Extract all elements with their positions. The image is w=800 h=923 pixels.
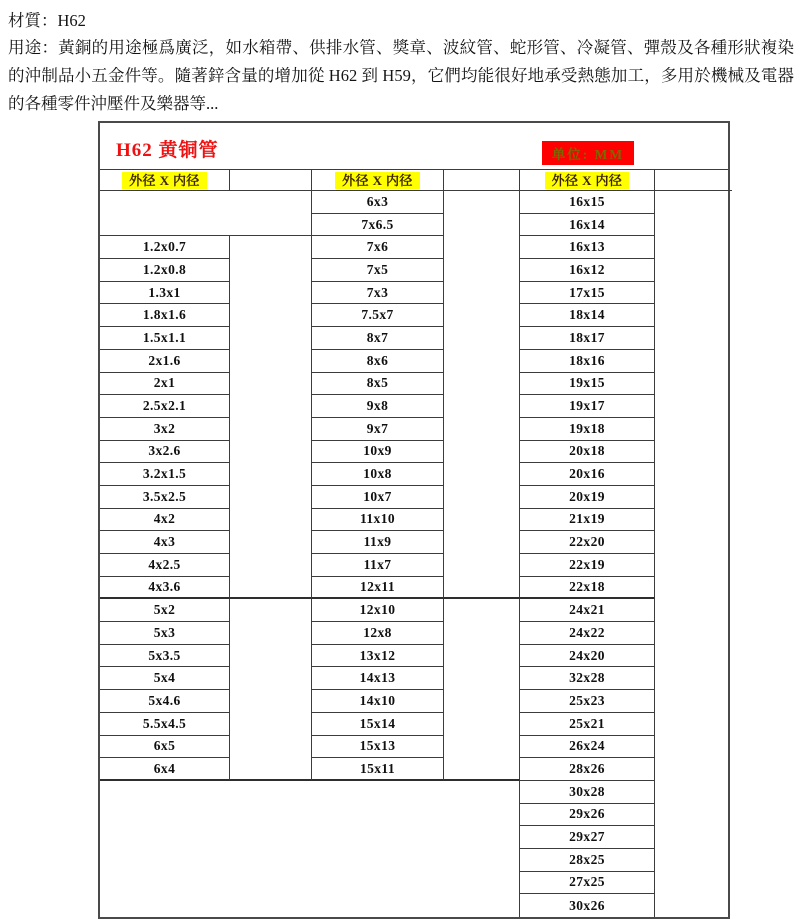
- spec-cell: [520, 554, 655, 577]
- spec-cell: [312, 418, 444, 441]
- size-value: 3x2.6: [148, 443, 181, 459]
- spec-cell: [100, 690, 230, 713]
- size-value: 7x5: [366, 261, 389, 277]
- spec-cell: [100, 304, 230, 327]
- spec-cell: [520, 531, 655, 554]
- spec-cell: [100, 554, 230, 577]
- size-value: 10x8: [363, 466, 392, 482]
- spec-cell: [520, 804, 655, 827]
- spec-cell: [520, 872, 655, 895]
- spec-cell: [520, 577, 655, 600]
- size-value: 10x9: [363, 443, 392, 459]
- size-value: 6x3: [366, 193, 389, 209]
- empty-gap-cell: [230, 599, 312, 781]
- size-value: 18x14: [569, 307, 605, 323]
- spec-cell: [520, 236, 655, 259]
- empty-right-column: [655, 191, 732, 917]
- spec-cell: [520, 826, 655, 849]
- size-value: 19x17: [569, 398, 605, 414]
- size-value: 4x3.6: [148, 579, 181, 595]
- spec-cell: [100, 350, 230, 373]
- spec-cell: [520, 509, 655, 532]
- spec-cell: [312, 395, 444, 418]
- size-value: 4x2.5: [148, 556, 181, 572]
- size-value: 25x21: [569, 715, 605, 731]
- spec-cell: [520, 282, 655, 305]
- size-value: 1.2x0.8: [142, 261, 187, 277]
- spec-cell: [100, 758, 230, 781]
- spec-cell: [100, 463, 230, 486]
- spec-cell: [520, 327, 655, 350]
- size-value: 9x8: [366, 398, 389, 414]
- spec-cell: [100, 486, 230, 509]
- size-value: 25x23: [569, 692, 605, 708]
- size-value: 5x2: [153, 602, 176, 618]
- size-value: 15x11: [359, 760, 395, 776]
- empty-gap-cell: [444, 599, 520, 781]
- empty-cell-bottom-left: [100, 781, 520, 917]
- column-header-label: 外径 X 内径: [122, 172, 207, 189]
- size-value: 14x10: [359, 692, 396, 708]
- size-value: 7x3: [366, 284, 389, 300]
- spec-cell: [520, 713, 655, 736]
- spec-cell: [100, 259, 230, 282]
- size-value: 22x20: [569, 534, 605, 550]
- size-value: 24x20: [569, 647, 605, 663]
- size-value: 15x13: [359, 738, 396, 754]
- spec-cell: [520, 736, 655, 759]
- size-value: 28x26: [569, 761, 605, 777]
- spec-cell: [520, 214, 655, 237]
- spec-cell: [312, 441, 444, 464]
- size-value: 16x13: [569, 239, 605, 255]
- table-title: H62 黄铜管: [116, 140, 219, 161]
- spec-cell: [520, 441, 655, 464]
- size-value: 12x8: [363, 624, 392, 640]
- size-value: 6x4: [153, 760, 176, 776]
- spec-cell: [312, 327, 444, 350]
- spec-cell: [100, 509, 230, 532]
- spec-cell: [312, 304, 444, 327]
- size-value: 1.5x1.1: [142, 329, 187, 345]
- spec-cell: [520, 373, 655, 396]
- spec-grid: [100, 170, 728, 917]
- spec-cell: [100, 327, 230, 350]
- column-header-label: 外径 X 内径: [545, 172, 630, 189]
- table-title-row: [100, 123, 728, 170]
- size-value: 10x7: [363, 488, 392, 504]
- spec-cell: [100, 418, 230, 441]
- spec-cell: [100, 236, 230, 259]
- size-value: 12x10: [359, 602, 396, 618]
- size-value: 16x12: [569, 261, 605, 277]
- spec-cell: [312, 191, 444, 214]
- size-value: 24x21: [569, 602, 605, 618]
- size-value: 11x10: [359, 511, 395, 527]
- spec-cell: [520, 395, 655, 418]
- size-value: 11x7: [363, 556, 392, 572]
- spec-cell: [100, 441, 230, 464]
- size-value: 2.5x2.1: [142, 398, 187, 414]
- spec-cell: [312, 350, 444, 373]
- size-value: 26x24: [569, 738, 605, 754]
- size-value: 30x28: [569, 783, 605, 799]
- size-value: 12x11: [359, 579, 395, 595]
- size-value: 8x6: [366, 352, 389, 368]
- size-value: 16x14: [569, 216, 605, 232]
- spec-cell: [520, 894, 655, 917]
- header-empty-cell: [230, 170, 312, 191]
- size-value: 8x5: [366, 375, 389, 391]
- spec-table: [98, 121, 730, 919]
- spec-cell: [312, 531, 444, 554]
- spec-cell: [520, 191, 655, 214]
- spec-cell: [312, 577, 444, 600]
- header-empty-cell: [444, 170, 520, 191]
- spec-cell: [312, 554, 444, 577]
- spec-cell: [312, 373, 444, 396]
- size-value: 30x26: [569, 897, 605, 913]
- size-value: 29x27: [569, 829, 605, 845]
- size-value: 21x19: [569, 511, 605, 527]
- spec-cell: [312, 690, 444, 713]
- usage-paragraph: 用途：黃銅的用途極爲廣泛，如水箱帶、供排水管、獎章、波紋管、蛇形管、冷凝管、彈殼及各種形狀複染的沖制品小五金件等。隨著鋅含量的增加從 H62 到 H59，它們均能很好地承受熱態加工，多用於機械及電器的各種零件沖壓件及樂器等...: [8, 38, 794, 113]
- spec-cell: [520, 781, 655, 804]
- header-empty-cell: [655, 170, 732, 191]
- spec-cell: [520, 758, 655, 781]
- empty-gap-cell: [444, 191, 520, 599]
- size-value: 20x16: [569, 466, 605, 482]
- size-value: 8x7: [366, 329, 389, 345]
- size-value: 5x3: [153, 624, 176, 640]
- material-line: 材質：H62: [8, 11, 86, 30]
- size-value: 5x4.6: [148, 692, 181, 708]
- size-value: 15x14: [359, 715, 396, 731]
- size-value: 2x1.6: [148, 352, 181, 368]
- size-value: 13x12: [359, 647, 396, 663]
- size-value: 22x19: [569, 556, 605, 572]
- spec-cell: [100, 531, 230, 554]
- unit-badge: 单位: MM: [542, 141, 634, 165]
- size-value: 18x16: [569, 352, 605, 368]
- spec-cell: [520, 418, 655, 441]
- spec-cell: [100, 282, 230, 305]
- size-value: 4x2: [153, 511, 176, 527]
- spec-cell: [520, 645, 655, 668]
- size-value: 19x18: [569, 420, 605, 436]
- size-value: 11x9: [363, 534, 392, 550]
- spec-cell: [312, 486, 444, 509]
- spec-cell: [312, 214, 444, 237]
- size-value: 3.5x2.5: [142, 488, 187, 504]
- spec-cell: [312, 645, 444, 668]
- spec-cell: [100, 577, 230, 600]
- intro-text-block: [0, 0, 800, 118]
- spec-cell: [100, 599, 230, 622]
- spec-cell: [100, 373, 230, 396]
- spec-cell: [520, 350, 655, 373]
- spec-cell: [520, 259, 655, 282]
- spec-cell: [312, 599, 444, 622]
- size-value: 9x7: [366, 420, 389, 436]
- size-value: 2x1: [153, 375, 176, 391]
- spec-cell: [312, 622, 444, 645]
- size-value: 1.3x1: [148, 284, 181, 300]
- size-value: 17x15: [569, 284, 605, 300]
- spec-cell: [520, 667, 655, 690]
- spec-cell: [312, 509, 444, 532]
- size-value: 4x3: [153, 534, 176, 550]
- size-value: 19x15: [569, 375, 605, 391]
- column-header-cell: [520, 170, 655, 191]
- size-value: 27x25: [569, 874, 605, 890]
- size-value: 29x26: [569, 806, 605, 822]
- size-value: 7.5x7: [361, 307, 394, 323]
- size-value: 14x13: [359, 670, 396, 686]
- size-value: 7x6.5: [361, 216, 394, 232]
- spec-cell: [100, 713, 230, 736]
- spec-cell: [100, 667, 230, 690]
- spec-cell: [520, 599, 655, 622]
- size-value: 5x4: [153, 670, 176, 686]
- size-value: 5x3.5: [148, 647, 181, 663]
- spec-cell: [100, 736, 230, 759]
- spec-cell: [520, 304, 655, 327]
- spec-cell: [312, 236, 444, 259]
- column-header-cell: [100, 170, 230, 191]
- column-header-cell: [312, 170, 444, 191]
- spec-cell: [520, 463, 655, 486]
- size-value: 24x22: [569, 624, 605, 640]
- size-value: 16x15: [569, 193, 605, 209]
- size-value: 20x19: [569, 488, 605, 504]
- spec-cell: [312, 282, 444, 305]
- spec-cell: [100, 622, 230, 645]
- spec-cell: [520, 849, 655, 872]
- spec-cell: [312, 667, 444, 690]
- spec-cell: [520, 486, 655, 509]
- empty-cell-top-left: [100, 191, 312, 236]
- spec-cell: [312, 463, 444, 486]
- size-value: 28x25: [569, 851, 605, 867]
- spec-cell: [312, 259, 444, 282]
- size-value: 7x6: [366, 239, 389, 255]
- size-value: 5.5x4.5: [142, 715, 187, 731]
- size-value: 32x28: [569, 670, 605, 686]
- spec-cell: [100, 645, 230, 668]
- size-value: 6x5: [153, 738, 176, 754]
- spec-cell: [520, 622, 655, 645]
- spec-cell: [520, 690, 655, 713]
- size-value: 20x18: [569, 443, 605, 459]
- spec-cell: [312, 736, 444, 759]
- size-value: 18x17: [569, 329, 605, 345]
- size-value: 1.8x1.6: [142, 307, 187, 323]
- size-value: 1.2x0.7: [142, 239, 187, 255]
- size-value: 3x2: [153, 420, 176, 436]
- size-value: 3.2x1.5: [142, 466, 187, 482]
- spec-cell: [312, 758, 444, 781]
- column-header-label: 外径 X 内径: [335, 172, 420, 189]
- spec-cell: [312, 713, 444, 736]
- spec-cell: [100, 395, 230, 418]
- size-value: 22x18: [569, 579, 605, 595]
- empty-gap-cell: [230, 236, 312, 599]
